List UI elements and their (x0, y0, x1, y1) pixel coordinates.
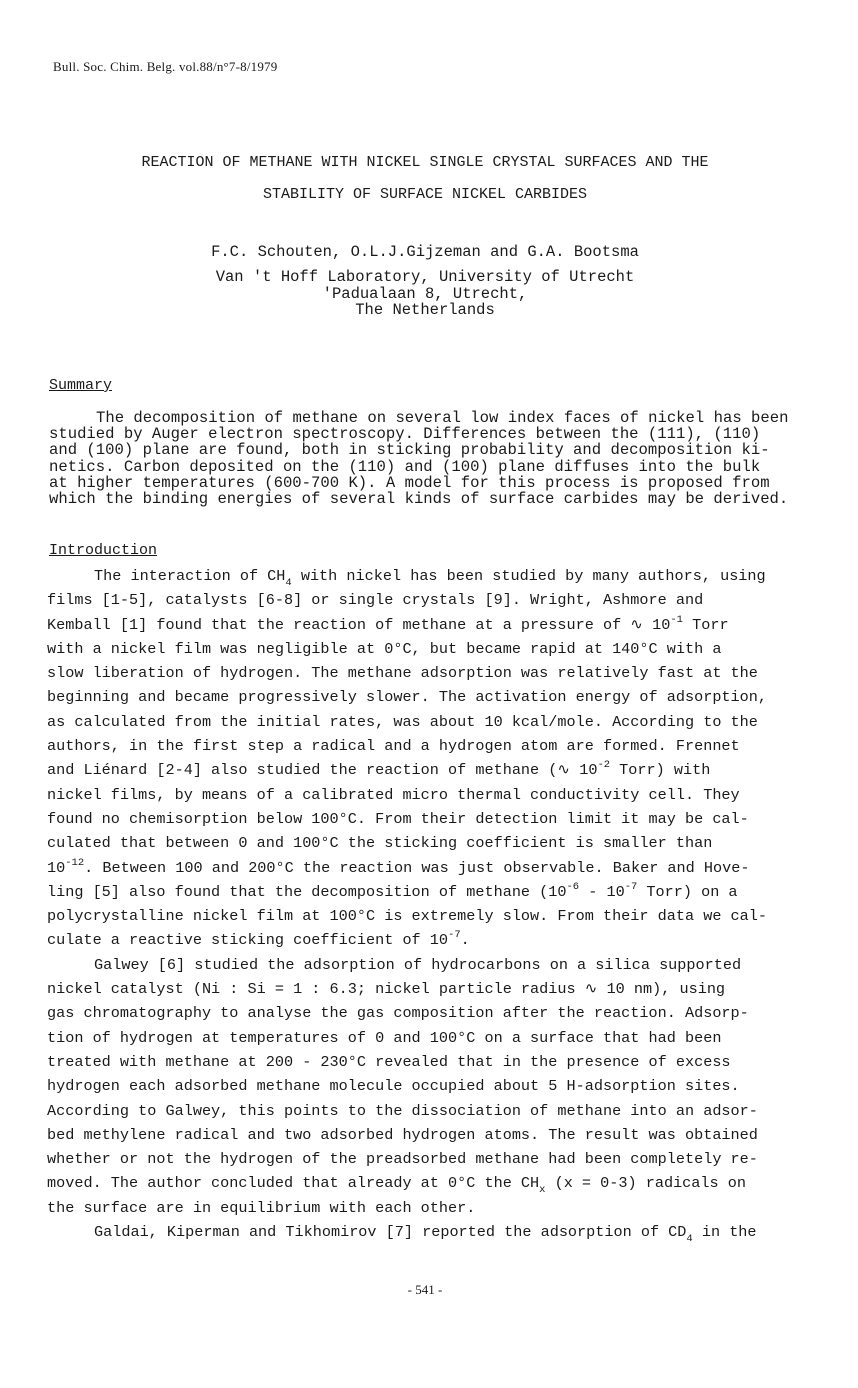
author-list: F.C. Schouten, O.L.J.Gijzeman and G.A. Bootsma (211, 243, 639, 261)
body-line: polycrystalline nickel film at 100°C is extremely slow. From their data we cal- (47, 907, 768, 926)
paper-title-line-1: REACTION OF METHANE WITH NICKEL SINGLE CRYSTAL SURFACES AND THE (141, 154, 709, 171)
affiliation-line-1: Van 't Hoff Laboratory, University of Utrecht (215, 268, 635, 286)
body-line: moved. The author concluded that already at 0°C the $CH_x$ (x = 0-3) radicals on (47, 1174, 746, 1197)
paper-title-line-2: STABILITY OF SURFACE NICKEL CARBIDES (262, 186, 588, 203)
body-line: Galdai, Kiperman and Tikhomirov [7] reported the adsorption of $CD_4$ in the (94, 1223, 757, 1246)
body-line: bed methylene radical and two adsorbed hydrogen atoms. The result was obtained (47, 1125, 758, 1144)
body-line: nickel films, by means of a calibrated micro thermal conductivity cell. They (47, 785, 740, 804)
body-line: ling [5] also found that the decomposition of methane ($10^{-6} - 10^{-7}$ Torr) on a (47, 880, 738, 901)
body-line: whether or not the hydrogen of the preadsorbed methane had been completely re- (47, 1150, 758, 1169)
body-line: treated with methane at 200 - 230°C revealed that in the presence of excess (47, 1052, 731, 1071)
summary-line: studied by Auger electron spectroscopy. Differences between the (111), (110) (49, 425, 761, 444)
body-line: hydrogen each adsorbed methane molecule occupied about 5 H-adsorption sites. (47, 1077, 740, 1096)
body-line: with a nickel film was negligible at 0°C, but became rapid at 140°C with a (47, 639, 722, 658)
body-line: found no chemisorption below 100°C. From their detection limit it may be cal- (47, 809, 749, 828)
affiliation-line-3: The Netherlands (355, 301, 495, 319)
body-line: nickel catalyst (Ni : Si = 1 : 6.3; nickel particle radius ∿ 10 nm), using (47, 980, 726, 999)
summary-line: at higher temperatures (600-700 K). A model for this process is proposed from (49, 473, 770, 492)
summary-line: and (100) plane are found, both in sticking probability and decomposition ki- (49, 441, 770, 460)
summary-paragraph (49, 410, 814, 507)
affiliation-line-2: 'Padualaan 8, Utrecht, (322, 285, 528, 303)
summary-heading: Summary (49, 377, 113, 394)
journal-citation: Bull. Soc. Chim. Belg. vol.88/n°7-8/1979 (53, 59, 278, 74)
body-line: as calculated from the initial rates, was about 10 kcal/mole. According to the (47, 712, 758, 731)
body-line: $10^{-12}$. Between 100 and 200°C the reaction was just observable. Baker and Hove- (47, 856, 750, 877)
body-line: Kemball [1] found that the reaction of methane at a pressure of ∿ $10^{-1}$ Torr (47, 613, 729, 634)
summary-line: The decomposition of methane on several low index faces of nickel has been (96, 409, 789, 427)
summary-line: which the binding energies of several kinds of surface carbides may be derived. (49, 490, 789, 509)
body-line: tion of hydrogen at temperatures of 0 and 100°C on a surface that had been (47, 1028, 722, 1047)
introduction-body (47, 564, 817, 1244)
summary-line: netics. Carbon deposited on the (110) and (100) plane diffuses into the bulk (49, 457, 761, 476)
body-line: culated that between 0 and 100°C the sticking coefficient is smaller than (47, 834, 713, 853)
body-line: The interaction of $CH_4$ with nickel has been studied by many authors, using (94, 567, 766, 589)
page-number: - 541 - (407, 1282, 443, 1297)
body-line: gas chromatography to analyse the gas composition after the reaction. Adsorp- (47, 1004, 749, 1023)
body-line: According to Galwey, this points to the dissociation of methane into an adsor- (47, 1101, 758, 1120)
body-line: the surface are in equilibrium with each other. (47, 1198, 476, 1217)
body-line: Galwey [6] studied the adsorption of hydrocarbons on a silica supported (94, 955, 742, 974)
body-line: culate a reactive sticking coefficient of $10^{-7}$. (47, 929, 470, 950)
body-line: beginning and became progressively slower. The activation energy of adsorption, (47, 688, 768, 707)
body-line: slow liberation of hydrogen. The methane adsorption was relatively fast at the (47, 664, 758, 683)
body-line: films [1-5], catalysts [6-8] or single crystals [9]. Wright, Ashmore and (47, 591, 704, 610)
body-line: authors, in the first step a radical and a hydrogen atom are formed. Frennet (47, 737, 740, 756)
body-line: and Liénard [2-4] also studied the reaction of methane (∿ $10^{-2}$ Torr) with (47, 759, 711, 780)
introduction-heading: Introduction (49, 542, 158, 559)
